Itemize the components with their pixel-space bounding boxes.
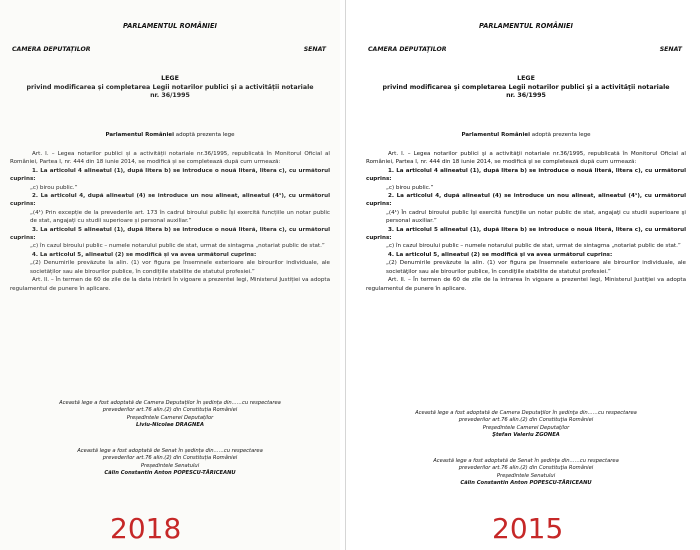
- amendment-heading: 3. La articolul 5 alineatul (1), după litera b) se introduce o nouă literă, litera c), cu următorul cuprins:: [10, 226, 330, 242]
- signature-line: prevederilor art.76 alin.(2) din Constituţia României: [458, 417, 594, 424]
- signature-role: Președintele Camerei Deputaților: [126, 414, 214, 421]
- amendment-text: „(4¹) Prin excepție de la prevederile art. 173 în cadrul biroului public își exercită funcțiile un notar public de stat, angajați cu studii superioare și personal auxiliar.”: [30, 209, 330, 225]
- signature-line: Această lege a fost adoptată de Camera Deputaților în ședința din……cu respectarea: [59, 400, 281, 406]
- amendment-heading: 1. La articolul 4 alineatul (1), după litera b) se introduce o nouă literă, litera c), cu următorul cuprins:: [366, 167, 686, 183]
- signature-line: prevederilor art.76 alin.(2) din Constituţia României: [458, 465, 594, 472]
- senate-label: SENAT: [303, 46, 326, 53]
- signature-role: Preşedintele Camerei Deputaţilor: [482, 424, 570, 431]
- chamber-label: CAMERA DEPUTAŢILOR: [368, 46, 447, 53]
- amendment-heading: 4. La articolul 5, alineatul (2) se modifică și va avea următorul cuprins:: [32, 251, 257, 258]
- amendment-heading: 1. La articolul 4 alineatul (1), după litera b) se introduce o nouă literă, litera c), cu următorul cuprins:: [10, 167, 330, 183]
- amendment-heading: 2. La articolul 4, după alineatul (4) se introduce un nou alineat, alineatul (4¹), cu următorul cuprins:: [10, 193, 330, 208]
- law-label: LEGE: [517, 75, 535, 82]
- parliament-header: PARLAMENTUL ROMÂNIEI: [123, 22, 217, 30]
- law-body: [366, 150, 686, 293]
- senate-label: SENAT: [659, 46, 682, 53]
- signature-line: Această lege a fost adoptată de Senat în şedinţa din……cu respectarea: [433, 458, 619, 464]
- signatory-name: Ştefan Valeriu ZGONEA: [492, 432, 560, 439]
- amendment-text: „(2) Denumirile prevăzute la alin. (1) vor figura pe însemnele exterioare ale birourilor individuale, ale societăţilor sau ale birourilor publice, în condiţiile stabilite de statutul profesiei.”: [386, 260, 686, 275]
- adoption-subject: Parlamentul României: [461, 132, 530, 138]
- year-label-2015: 2015: [492, 512, 564, 545]
- year-label-2018: 2018: [110, 512, 182, 545]
- signature-line: Această lege a fost adoptată de Camera Deputaţilor în şedinţa din……cu respectarea: [415, 410, 637, 416]
- law-label: LEGE: [161, 75, 179, 82]
- adoption-rest: adoptă prezenta lege: [529, 132, 591, 138]
- signature-line: prevederilor art.76 alin.(2) din Constituția României: [102, 407, 238, 414]
- column-divider: [345, 0, 346, 550]
- signatory-name: Călin Constantin Anton POPESCU-TĂRICEANU: [104, 470, 236, 477]
- senate-signature-block: [356, 458, 696, 488]
- amendment-text: „c) birou public.”: [386, 184, 434, 191]
- parliament-header: PARLAMENTUL ROMÂNIEI: [479, 22, 573, 30]
- amendment-heading: 2. La articolul 4, după alineatul (4) se introduce un nou alineat, alineatul (4¹), cu următorul cuprins:: [366, 193, 686, 208]
- amendment-heading: 4. La articolul 5, alineatul (2) se modifică şi va avea următorul cuprins:: [388, 251, 613, 258]
- signature-line: Această lege a fost adoptată de Senat în ședința din……cu respectarea: [77, 448, 263, 454]
- law-title: privind modificarea și completarea Legii notarilor publici și a activității notariale nr. 36/1995: [26, 84, 314, 99]
- signatory-name: Călin Constantin Anton POPESCU-TĂRICEANU: [460, 480, 592, 487]
- adoption-statement: [356, 132, 696, 138]
- amendment-heading: 3. La articolul 5 alineatul (1), după litera b) se introduce o nouă literă, litera c), cu următorul cuprins:: [366, 226, 686, 242]
- signatory-name: Liviu-Nicolae DRAGNEA: [136, 422, 204, 429]
- law-title: privind modificarea şi completarea Legii notarilor publici şi a activităţii notariale nr. 36/1995: [382, 84, 670, 99]
- amendment-text: „(2) Denumirile prevăzute la alin. (1) vor figura pe însemnele exterioare ale birourilor individuale, ale societăților sau ale birourilor publice, în condițiile stabilite de statutul profesiei.”: [30, 260, 330, 275]
- amendment-text: „c) în cazul biroului public – numele notarului public de stat, urmat de sintagma „notariat public de stat.”: [30, 243, 325, 250]
- adoption-subject: Parlamentul României: [105, 132, 174, 138]
- amendment-text: „c) în cazul biroului public – numele notarului public de stat, urmat de sintagma „notariat public de stat.”: [386, 243, 681, 250]
- article-paragraph: Art. I. – Legea notarilor publici şi a activităţii notariale nr.36/1995, republicată în Monitorul Oficial al României, Partea I, nr. 444 din 18 iunie 2014, se modifică şi se completează după cum urmează:: [366, 151, 686, 166]
- senate-signature-block: [0, 448, 340, 478]
- law-body: [10, 150, 330, 293]
- article-paragraph: Art. II. – În termen de 60 de zile de la intrarea în vigoare a prezentei legi, Ministerul Justiţiei va adopta regulamentul de punere în aplicare.: [366, 277, 686, 292]
- amendment-text: „c) birou public.”: [30, 184, 78, 191]
- chamber-label: CAMERA DEPUTAȚILOR: [12, 46, 91, 53]
- signature-role: Președintele Senatului: [140, 462, 200, 469]
- law-document-2015: [356, 0, 696, 550]
- chamber-signature-block: [0, 400, 340, 430]
- adoption-rest: adoptă prezenta lege: [173, 132, 235, 138]
- article-paragraph: Art. I. – Legea notarilor publici și a activității notariale nr.36/1995, republicată în Monitorul Oficial al României, Partea I, nr. 444 din 18 iunie 2014, se modifică și se completează după cum urmează:: [10, 151, 330, 166]
- signature-line: prevederilor art.76 alin.(2) din Constituția României: [102, 455, 238, 462]
- chamber-signature-block: [356, 410, 696, 440]
- law-document-2018: [0, 0, 340, 550]
- article-paragraph: Art. II. – În termen de 60 de zile de la data intrării în vigoare a prezentei legi, Ministerul Justiției va adopta regulamentul de punere în aplicare.: [10, 277, 330, 292]
- adoption-statement: [0, 132, 340, 138]
- signature-role: Preşedintele Senatului: [496, 472, 556, 479]
- amendment-text: „(4¹) În cadrul biroului public îşi exercită funcţiile un notar public de stat, angajaţi cu studii superioare şi personal auxiliar.”: [386, 209, 686, 225]
